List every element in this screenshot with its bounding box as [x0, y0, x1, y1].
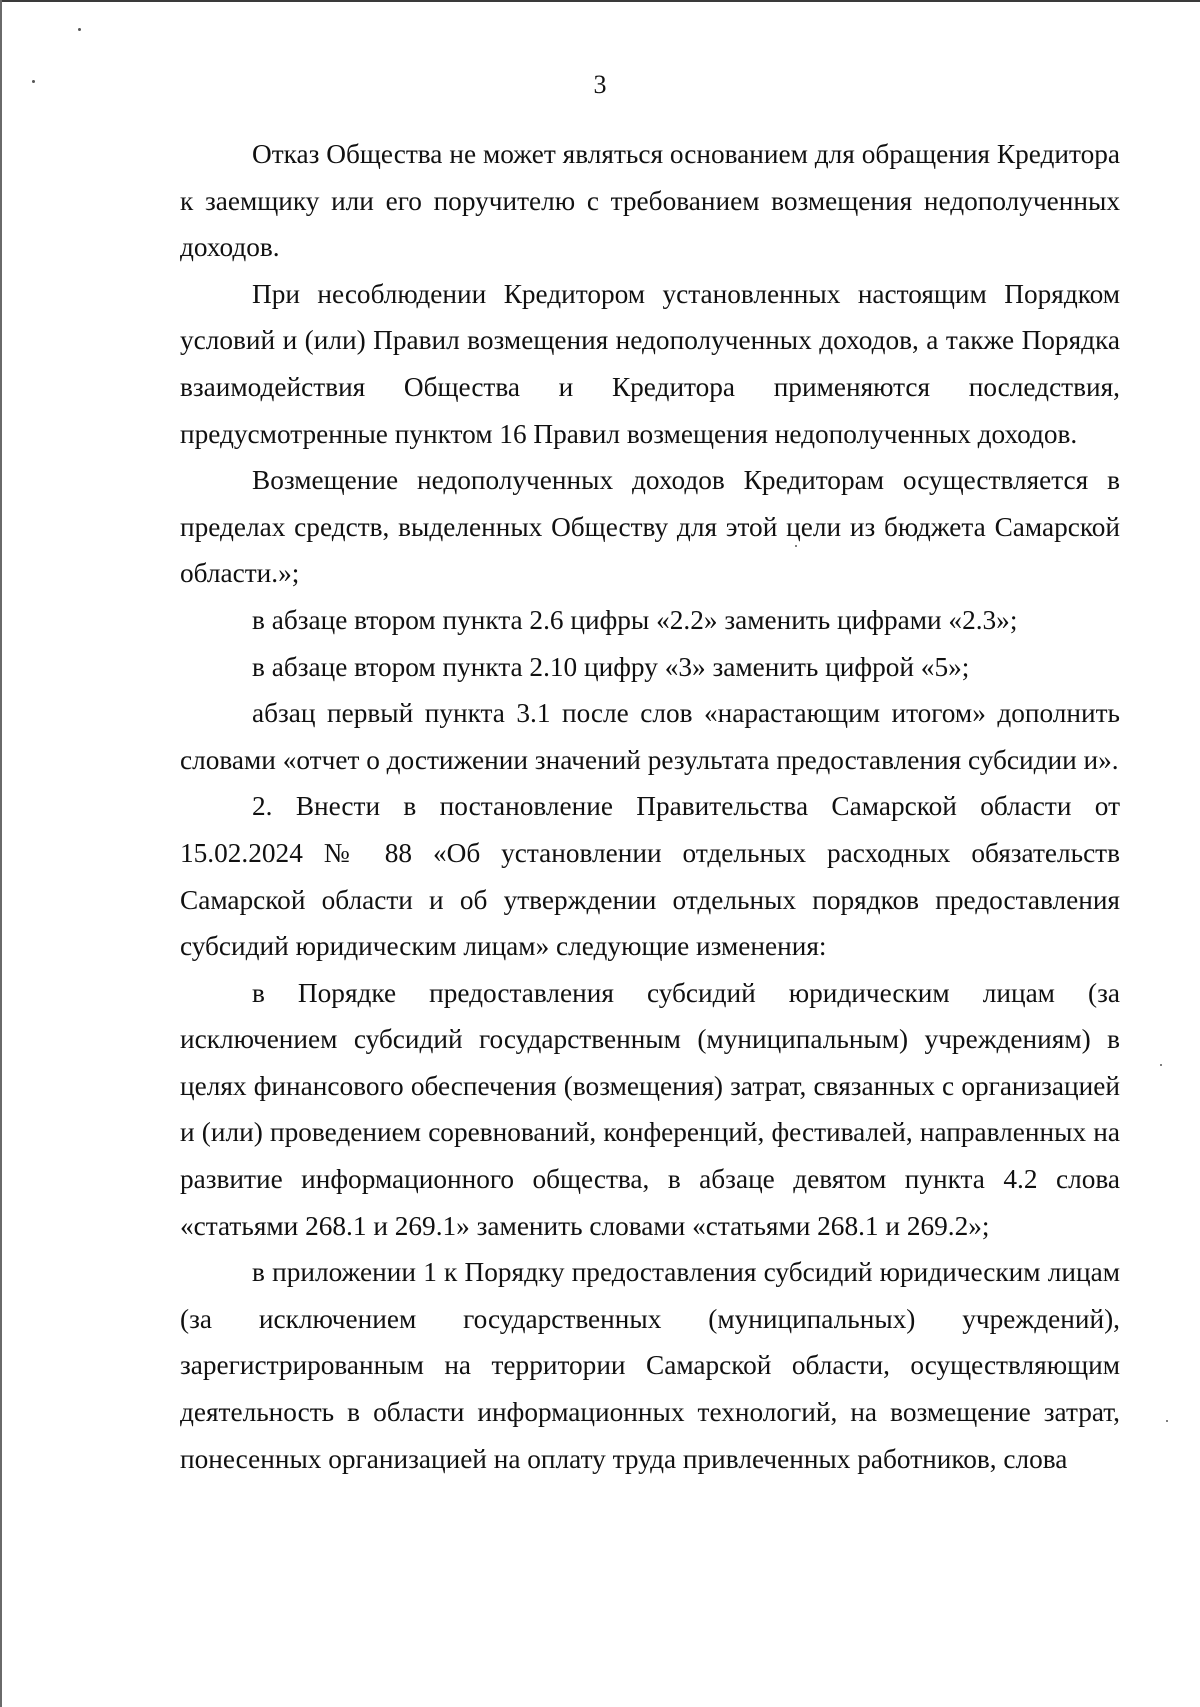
paragraph: Возмещение недополученных доходов Кредиторам осуществляется в пределах средств, выделенных Обществу для этой цели из бюджета Самарской области.»;	[180, 465, 1120, 589]
paragraph: Отказ Общества не может являться основанием для обращения Кредитора к заемщику или его поручителю с требованием возмещения недополученных доходов.	[180, 139, 1120, 263]
paragraph: При несоблюдении Кредитором установленных настоящим Порядком условий и (или) Правил возмещения недополученных доходов, а также Порядка взаимодействия Общества и Кредитора применяются последствия, предусмотренные пунктом 16 Правил возмещения недополученных доходов.	[180, 278, 1120, 449]
scan-edge-left	[0, 0, 2, 1707]
scan-speck	[1166, 1420, 1168, 1422]
page-number: 3	[593, 70, 607, 99]
paragraph: в приложении 1 к Порядку предоставления субсидий юридическим лицам (за исключением государственных (муниципальных) учреждений), зарегистрированным на территории Самарской области, осуществляющим деятельность в области информационных технологий, на возмещение затрат, понесенных организацией на оплату труда привлеченных работников, слова	[180, 1257, 1120, 1474]
paragraph: 2. Внести в постановление Правительства Самарской области от 15.02.2024 № 88 «Об установлении отдельных расходных обязательств Самарской области и об утверждении отдельных порядков предоставления субсидий юридическим лицам» следующие изменения:	[180, 791, 1120, 962]
paragraph: в Порядке предоставления субсидий юридическим лицам (за исключением субсидий государственным (муниципальным) учреждениям) в целях финансового обеспечения (возмещения) затрат, связанных с организацией и (или) проведением соревнований, конференций, фестивалей, направленных на развитие информационного общества, в абзаце девятом пункта 4.2 слова «статьями 268.1 и 269.1» заменить словами «статьями 268.1 и 269.2»;	[180, 977, 1120, 1241]
paragraph: в абзаце втором пункта 2.10 цифру «3» заменить цифрой «5»;	[252, 651, 970, 682]
paragraph: в абзаце втором пункта 2.6 цифры «2.2» заменить цифрами «2.3»;	[252, 604, 1018, 635]
scan-speck	[78, 28, 81, 31]
scan-edge-top	[0, 0, 1200, 2]
paragraph: абзац первый пункта 3.1 после слов «нарастающим итогом» дополнить словами «отчет о достижении значений результата предоставления субсидии и».	[180, 698, 1120, 775]
document-body	[180, 131, 1120, 1482]
scan-speck	[1160, 1064, 1162, 1066]
